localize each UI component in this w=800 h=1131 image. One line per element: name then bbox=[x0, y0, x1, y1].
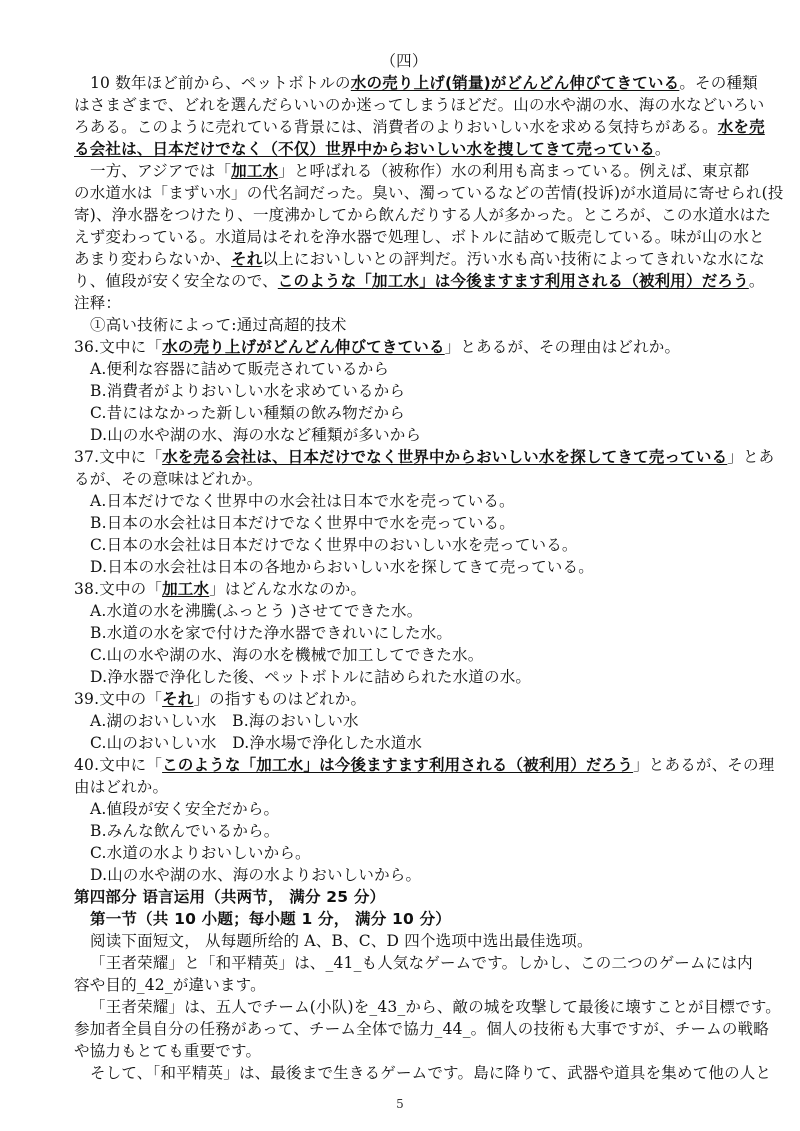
underlined-phrase: 加工水 bbox=[162, 580, 210, 598]
underlined-phrase: それ bbox=[162, 690, 194, 708]
passage-text: 以上においしいとの評判だ。汚い水も高い技術によってきれいな水にな bbox=[262, 250, 765, 268]
cloze-line: 「王者荣耀」と「和平精英」は、_41_も人気なゲームです。しかし、この二つのゲームには内 bbox=[90, 954, 753, 972]
question-text: 文中の「 bbox=[99, 690, 163, 708]
option-b: B.消費者がよりおいしい水を求めているから bbox=[90, 382, 406, 400]
option-a: A.値段が安く安全だから。 bbox=[90, 800, 280, 818]
underlined-phrase: る会社は、日本だけでなく（不仅）世界中からおいしい水を捜してきて売っている bbox=[74, 140, 655, 158]
options-cd: C.山のおいしい水 D.浄水場で浄化した水道水 bbox=[90, 734, 423, 752]
underlined-phrase: このような「加工水」は今後ますます利用される（被利用）だろう bbox=[277, 272, 749, 290]
passage-line bbox=[90, 72, 758, 94]
passage-line bbox=[90, 160, 750, 182]
passage-line bbox=[74, 116, 765, 138]
passage-text: 。 bbox=[654, 140, 671, 158]
passage-line: の水道水は「まずい水」の代名詞だった。臭い、濁っているなどの苦情(投诉)が水道局に寄せられ(投 bbox=[74, 184, 784, 202]
question-text: 」の指すものはどれか。 bbox=[193, 690, 367, 708]
question-37-stem-cont: るが、その意味はどれか。 bbox=[74, 470, 263, 488]
question-number: 37. bbox=[74, 448, 100, 466]
passage-text: 」と呼ばれる（被称作）水の利用も高まっている。例えば、東京都 bbox=[278, 162, 750, 180]
passage-line bbox=[74, 248, 765, 270]
option-a: A.便利な容器に詰めて販売されているから bbox=[90, 360, 390, 378]
passage-text: 一方、アジアでは「 bbox=[90, 162, 232, 180]
option-c: C.水道の水よりおいしいから。 bbox=[90, 844, 311, 862]
question-text: 」とあるが、その理由はどれか。 bbox=[444, 338, 681, 356]
option-d: D.山の水や湖の水、海の水など種類が多いから bbox=[90, 426, 422, 444]
section-title: （四） bbox=[380, 52, 428, 70]
passage-text: あまり変わらないか、 bbox=[74, 250, 232, 268]
cloze-line: そして、「和平精英」は、最後まで生きるゲームです。島に降りて、武器や道具を集めて他の人と bbox=[90, 1064, 772, 1082]
passage-line bbox=[74, 270, 765, 292]
option-a: A.日本だけでなく世界中の水会社は日本で水を売っている。 bbox=[90, 492, 515, 510]
option-b: B.みんな飲んでいるから。 bbox=[90, 822, 280, 840]
note-item: ①高い技術によって:通过高超的技术 bbox=[90, 316, 347, 334]
question-number: 39. bbox=[74, 690, 100, 708]
question-number: 40. bbox=[74, 756, 100, 774]
passage-line: えず変わっている。水道局はそれを浄水器で処理し、ボトルに詰めて販売している。味が山の水と bbox=[74, 228, 765, 246]
option-d: D.浄水器で浄化した後、ペットボトルに詰められた水道の水。 bbox=[90, 668, 532, 686]
underlined-phrase: 加工水 bbox=[231, 162, 279, 180]
underlined-phrase: それ bbox=[231, 250, 263, 268]
question-text: 」はどんな水なのか。 bbox=[209, 580, 367, 598]
question-text: 文中に「 bbox=[99, 338, 163, 356]
question-36-stem bbox=[74, 336, 734, 358]
option-b: B.日本の水会社は日本だけでなく世界中で水を売っている。 bbox=[90, 514, 515, 532]
option-a: A.水道の水を沸騰(ふっとう )させてできた水。 bbox=[90, 602, 423, 620]
question-39-stem bbox=[74, 688, 734, 710]
question-number: 36. bbox=[74, 338, 100, 356]
note-label: 注释： bbox=[74, 294, 122, 312]
question-38-stem bbox=[74, 578, 734, 600]
question-40-stem bbox=[74, 754, 775, 776]
passage-text: ろある。このように売れている背景には、消費者のよりおいしい水を求める気持ちがある。 bbox=[74, 118, 718, 136]
page-number: 5 bbox=[396, 1097, 404, 1111]
underlined-phrase: 水を売る会社は、日本だけでなく世界中からおいしい水を探してきて売っている bbox=[162, 448, 728, 466]
underlined-phrase: 水の売り上げ(销量)がどんどん伸びてきている bbox=[350, 74, 680, 92]
option-c: C.昔にはなかった新しい種類の飲み物だから bbox=[90, 404, 405, 422]
option-d: D.日本の水会社は日本の各地からおいしい水を探してきて売っている。 bbox=[90, 558, 594, 576]
part4-heading: 第四部分 语言运用（共两节， 满分 25 分） bbox=[74, 888, 386, 906]
options-ab: A.湖のおいしい水 B.海のおいしい水 bbox=[90, 712, 359, 730]
cloze-line: 容や目的_42_が違います。 bbox=[74, 976, 266, 994]
cloze-line: 「王者荣耀」は、五人でチーム(小队)を_43_から、敵の城を攻撃して最後に壊すことが目標です。 bbox=[90, 998, 781, 1016]
question-text: 」とあ bbox=[727, 448, 775, 466]
question-text: 文中に「 bbox=[99, 448, 163, 466]
question-37-stem bbox=[74, 446, 775, 468]
passage-line: 寄)、浄水器をつけたり、一度沸かしてから飲んだりする人が多かった。ところが、この水道水はた bbox=[74, 206, 772, 224]
underlined-phrase: 水を売 bbox=[717, 118, 765, 136]
option-b: B.水道の水を家で付けた浄水器できれいにした水。 bbox=[90, 624, 453, 642]
passage-text: 。 bbox=[748, 272, 765, 290]
option-c: C.日本の水会社は日本だけでなく世界中のおいしい水を売っている。 bbox=[90, 536, 578, 554]
option-c: C.山の水や湖の水、海の水を機械で加工してできた水。 bbox=[90, 646, 484, 664]
underlined-phrase: このような「加工水」は今後ますます利用される（被利用）だろう bbox=[162, 756, 634, 774]
passage-text: 10 数年ほど前から、ペットボトルの bbox=[90, 74, 351, 92]
question-text: 文中の「 bbox=[99, 580, 163, 598]
option-d: D.山の水や湖の水、海の水よりおいしいから。 bbox=[90, 866, 422, 884]
cloze-line: 参加者全員自分の任務があって、チーム全体で協力_44_。個人の技術も大事ですが、チームの戦略 bbox=[74, 1020, 769, 1038]
passage-line bbox=[74, 138, 734, 160]
passage-text: 。その種類 bbox=[679, 74, 758, 92]
question-number: 38. bbox=[74, 580, 100, 598]
underlined-phrase: 水の売り上げがどんどん伸びてきている bbox=[162, 338, 445, 356]
instruction-text: 阅读下面短文， 从每题所给的 A、B、C、D 四个选项中选出最佳选项。 bbox=[90, 932, 593, 950]
cloze-line: や協力もとても重要です。 bbox=[74, 1042, 262, 1060]
question-40-stem-cont: 由はどれか。 bbox=[74, 778, 169, 796]
question-text: 」とあるが、その理 bbox=[633, 756, 775, 774]
section1-heading: 第一节（共 10 小题；每小题 1 分， 满分 10 分） bbox=[90, 910, 451, 928]
passage-text: り、値段が安く安全なので、 bbox=[74, 272, 278, 290]
passage-line: はさまざまで、どれを選んだらいいのか迷ってしまうほどだ。山の水や湖の水、海の水などいろい bbox=[74, 96, 765, 114]
question-text: 文中に「 bbox=[99, 756, 163, 774]
